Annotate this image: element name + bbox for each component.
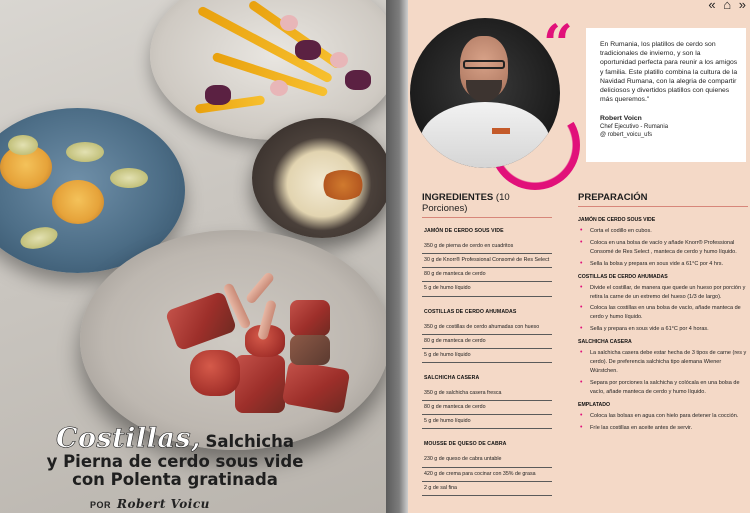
main-plate [80,230,386,450]
preparation-section [578,274,748,335]
page-gutter [386,0,408,513]
ingredients-list [422,228,552,496]
ingredient-item: 80 g de manteca de cerdo [422,335,552,349]
purple-cabbage [345,70,371,90]
ingredient-section [422,309,552,363]
ingredient-item: 5 g de humo líquido [422,349,552,363]
preparation-step: • Divide el costillar, de manera que quede un hueso por porción y retira la carne de un extremo del hueso (1/3 de largo). [578,284,748,302]
purple-cabbage [205,85,231,105]
ingredient-section-title: MOUSSE DE QUESO DE CABRA [424,441,507,448]
ingredient-item: 350 g de salchicha casera fresca [422,387,552,401]
crumble-garnish [320,170,366,200]
page-navigation [708,0,748,12]
preparation-section-title: COSTILLAS DE CERDO AHUMADAS [578,273,668,280]
chef-coat [420,102,550,168]
zucchini-slice [8,135,38,155]
preparation-step: • Coloca las bolsas en agua con hielo para detener la cocción. [578,412,748,421]
ingredient-item: 5 g de humo líquido [422,282,552,296]
ingredient-item: 230 g de queso de cabra untable [422,453,552,467]
pink-garnish [270,80,288,96]
preparation-step: • Fríe las costillas en aceite antes de servir. [578,424,748,433]
zucchini-slice [66,142,104,162]
preparation-step: • Separa por porciones la salchicha y colócala en una bolsa de vacío, añade manteca de cerdo y humo líquido. [578,379,748,397]
preparation-section [578,217,748,269]
pork-piece [290,335,330,365]
preparation-list [578,217,748,433]
ingredient-section-title: JAMÓN DE CERDO SOUS VIDE [424,228,504,234]
preparation-step: • Sella y prepara en sous vide a 61°C por 4 horas. [578,325,748,334]
preparation-step: • Sella la bolsa y prepara en sous vide a 61°C por 4 hrs. [578,260,748,269]
ingredient-item: 350 g de costillas de cerdo ahumadas con hueso [422,321,552,335]
chef-role: Chef Ejecutivo - Rumania [600,123,669,130]
ingredients-column [422,192,552,508]
dish-title [10,425,340,488]
sausage-piece [190,350,240,396]
preparation-section [578,339,748,397]
chef-handle: @ robert_voicu_ufs [600,132,653,139]
byline [90,497,210,511]
preparation-step: • Coloca las costillas en una bolsa de vacío, añade manteca de cerdo y humo líquido. [578,304,748,322]
zucchini-slice [110,168,148,188]
ingredient-item: 80 g de manteca de cerdo [422,268,552,282]
ingredient-section-title: COSTILLAS DE CERDO AHUMADAS [424,308,517,315]
previous-page-icon[interactable]: « [708,0,718,12]
byline-prefix: POR [90,500,112,510]
goat-cheese-bowl [252,118,386,238]
preparation-step: • Coloca en una bolsa de vacío y añade Knorr® Professional Consomé de Res Select , manteca de cerdo y humo líquido. [578,239,748,257]
ingredient-item: 2 g de sal fina [422,482,552,496]
home-icon[interactable]: ⌂ [723,0,734,12]
chef-portrait [410,18,560,168]
preparation-section [578,402,748,433]
dish-title-line3: con Polenta gratinada [72,469,278,489]
ingredient-item: 350 g de pierna de cerdo en cuadritos [422,240,552,254]
purple-cabbage [295,40,321,60]
preparation-step: • Corta el codillo en cubos. [578,227,748,236]
preparation-section-title: SALCHICHA CASERA [578,339,632,346]
ingredient-item: 80 g de manteca de cerdo [422,401,552,415]
pink-garnish [330,52,348,68]
dish-title-line1: Salchicha [205,432,295,451]
preparation-heading: PREPARACIÓN [578,192,748,207]
ingredient-item: 30 g de Knorr® Professional Consomé de Res Select [422,254,552,268]
next-page-icon[interactable]: » [738,0,748,12]
ingredients-portions: (10 Porciones) [422,192,510,214]
chef-name: Robert Voicn [600,114,642,122]
pork-piece [290,300,330,336]
chef-quote-box [586,28,746,162]
preparation-section-title: JAMÓN DE CERDO SOUS VIDE [578,217,656,223]
ingredients-heading [422,192,552,218]
preparation-section-title: EMPLATADO [578,401,611,408]
recipe-page [408,0,750,513]
dish-title-script: Costillas, [55,423,202,454]
polenta-round [52,180,104,224]
preparation-step: • La salchicha casera debe estar hecha de 3 tipos de carne (res y cerdo). De preferencia salchicha tipo alemana Wiener Würstchen. [578,349,748,376]
dish-title-line2: y Pierna de cerdo sous vide [46,452,304,472]
preparation-column [578,192,748,438]
pink-garnish [280,15,298,31]
ingredients-heading-label: INGREDIENTES [422,192,494,203]
ingredient-section [422,441,552,495]
chef-beard [466,80,502,102]
ingredient-section [422,228,552,297]
chef-quote: En Rumania, los platillos de cerdo son tradicionales de invierno, y son la oportunidad perfecta para reunir a los amigos y familia. Este platillo combina la cultura de la Navidad Rumana, con la alegria de compartir deliciosos y divertidos platillos con quienes más queremos." [600,41,738,104]
chef-glasses [463,60,505,69]
byline-author: Robert Voicu [117,497,210,511]
ingredient-item: 420 g de crema para cocinar con 35% de grasa [422,468,552,482]
ingredient-section [422,375,552,429]
quote-mark-icon: “ [543,14,573,75]
ingredient-item: 5 g de humo líquido [422,415,552,429]
pork-piece [235,355,285,413]
chef-badge [492,128,510,134]
ingredient-section-title: SALCHICHA CASERA [424,374,480,381]
